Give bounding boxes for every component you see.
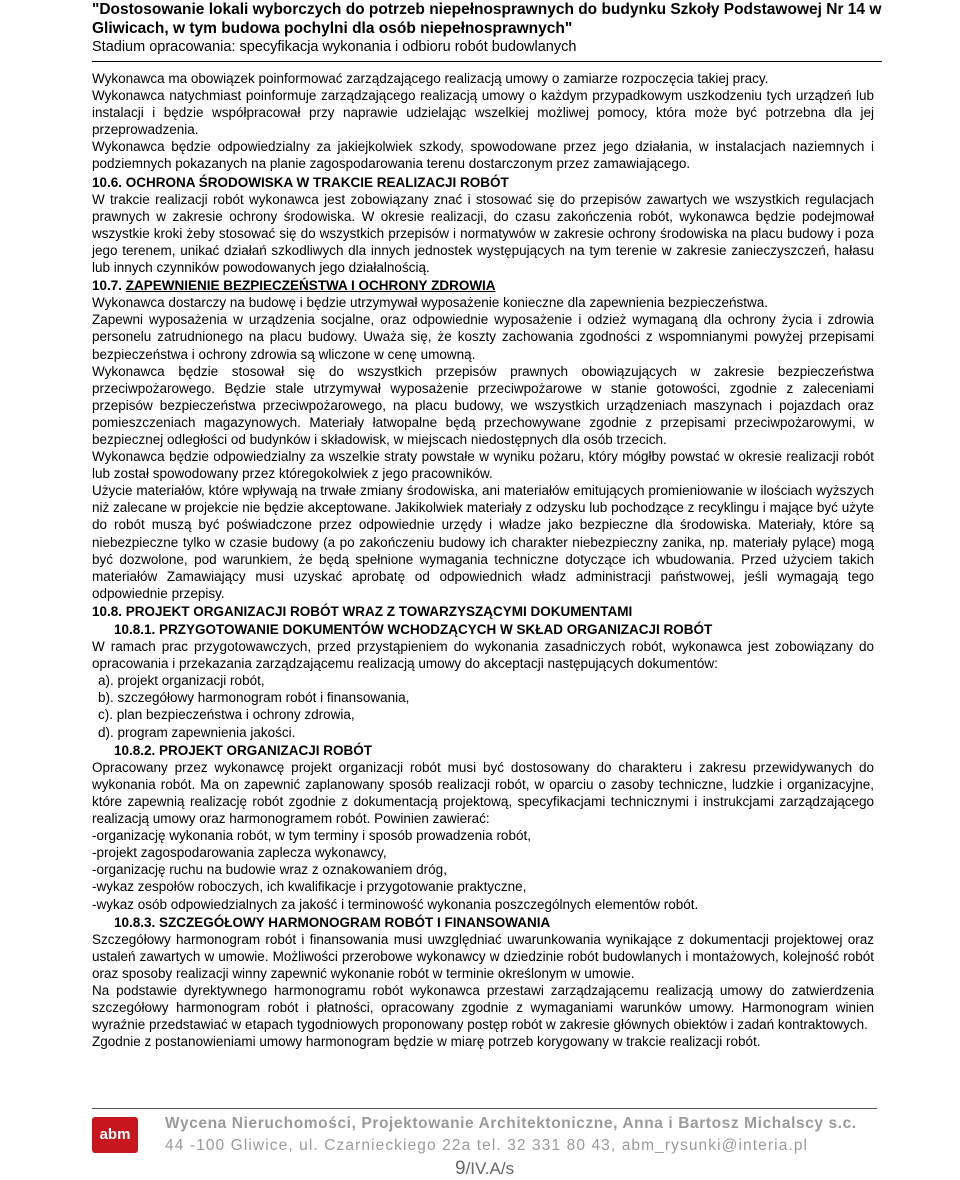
list-item: -organizację ruchu na budowie wraz z oznakowaniem dróg,: [92, 862, 447, 878]
page-number-suffix: /IV.A/s: [465, 1159, 515, 1178]
list-item: a). projekt organizacji robót,: [98, 673, 265, 689]
section-heading-10-7: [92, 277, 874, 294]
section-heading-10-6: 10.6. OCHRONA ŚRODOWISKA W TRAKCIE REALIZACJI ROBÓT: [92, 174, 509, 190]
list-item: -wykaz osób odpowiedzialnych za jakość i terminowość wykonania poszczególnych elementów robót.: [92, 896, 699, 912]
project-contents-list: [92, 827, 874, 912]
subsection-heading-10-8-2: 10.8.2. PROJEKT ORGANIZACJI ROBÓT: [114, 742, 373, 758]
header-title-line-2: Gliwicach, w tym budowa pochylni dla osób niepełnosprawnych": [92, 20, 573, 37]
list-item: -organizację wykonania robót, w tym terminy i sposób prowadzenia robót,: [92, 828, 531, 844]
document-body: [92, 70, 874, 1050]
company-logo: abm: [92, 1117, 138, 1153]
paragraph: Użycie materiałów, które wpływają na trwałe zmiany środowiska, ani materiałów emitujących promieniowanie w ilościach wyższych niż zalecane w projekcie nie będzie akceptowane. Jakikolwiek materiały z odzysku lub pochodzące z recyklingu i mające być użyte do robót muszą być poświadczone przez odpowiednie urzędy i władze jako bezpieczne dla środowiska. Materiały, które są niebezpieczne tylko w czasie budowy (a po zakończeniu budowy ich charakter niebezpieczny zanika, np. materiały pylące) mogą być dozwolone, pod warunkiem, że będą spełnione wymagania techniczne dotyczące ich wbudowania. Przed użyciem takich materiałów Zamawiający musi uzyskać aprobatę od odpowiednich władz administracji państwowej, jeśli wymagają tego odpowiednie przepisy.: [92, 483, 874, 601]
subsection-heading-10-8-1: 10.8.1. PRZYGOTOWANIE DOKUMENTÓW WCHODZĄCYCH W SKŁAD ORGANIZACJI ROBÓT: [114, 622, 713, 637]
list-item: -projekt zagospodarowania zaplecza wykonawcy,: [92, 845, 387, 861]
page-number-value: 9: [455, 1158, 466, 1179]
paragraph: Wykonawca będzie odpowiedzialny za wszelkie straty powstałe w wyniku pożaru, który mógłby powstać w okresie realizacji robót lub został spowodowany przez któregokolwiek z jego pracowników.: [92, 449, 874, 482]
paragraph: Wykonawca będzie stosował się do wszystkich przepisów prawnych obowiązujących w zakresie bezpieczeństwa przeciwpożarowego. Będzie stale utrzymywał wyposażenie przeciwpożarowe w stanie gotowości, zgodnie z zaleceniami przepisów bezpieczeństwa przeciwpożarowego, na placu budowy, we wszystkich urządzeniach maszynach i pojazdach oraz pomieszczeniach magazynowych. Materiały łatwopalne będą przechowywane zgodnie z przepisami przeciwpożarowymi, w bezpiecznej odległości od budynków i składowisk, w miejscach niedostępnych dla osób trzecich.: [92, 363, 874, 447]
page-number: [455, 1158, 514, 1180]
paragraph: W ramach prac przygotowawczych, przed przystąpieniem do wykonania zasadniczych robót, wykonawca jest zobowiązany do opracowania i przekazania zarządzającemu realizacją umowy do akceptacji następujących dokumentów:: [92, 639, 874, 672]
section-number: 10.7.: [92, 278, 123, 294]
paragraph: Wykonawca będzie odpowiedzialny za jakiejkolwiek szkody, spowodowane przez jego działania, w instalacjach naziemnych i podziemnych pokazanych na planie zagospodarowania terenu dostarczonym przez zamawiającego.: [92, 139, 874, 172]
list-item: b). szczegółowy harmonogram robót i finansowania,: [98, 690, 410, 706]
list-item: -wykaz zespołów roboczych, ich kwalifikacje i przygotowanie praktyczne,: [92, 879, 527, 895]
paragraph: Wykonawca dostarczy na budowę i będzie utrzymywał wyposażenie konieczne dla zapewnienia bezpieczeństwa.: [92, 295, 768, 311]
footer-company-name: Wycena Nieruchomości, Projektowanie Architektoniczne, Anna i Bartosz Michalscy s.c.: [165, 1115, 857, 1132]
paragraph: Wykonawca natychmiast poinformuje zarządzającego realizacją umowy o każdym przypadkowym uszkodzeniu tych urządzeń lub instalacji i będzie współpracował przy naprawie udzielając wszelkiej możliwej pomocy, która może być potrzebna dla jej przeprowadzenia.: [92, 88, 874, 138]
header-title-line-1: "Dostosowanie lokali wyborczych do potrzeb niepełnosprawnych do budynku Szkoły Podstawowej Nr 14 w: [92, 1, 882, 18]
document-header: [92, 0, 882, 62]
list-item: d). program zapewnienia jakości.: [98, 724, 296, 740]
paragraph: Wykonawca ma obowiązek poinformować zarządzającego realizacją umowy o zamiarze rozpoczęcia takiej pracy.: [92, 71, 769, 86]
paragraph: Opracowany przez wykonawcę projekt organizacji robót musi być dostosowany do charakteru i zakresu przewidywanych do wykonania robót. Ma on zapewnić zaplanowany sposób realizacji robót, w oparciu o zasoby techniczne, ludzkie i organizacyjne, które zapewnią realizację robót zgodnie z dokumentacją projektową, specyfikacjami technicznymi i instrukcjami zarządzającego realizacją umowy oraz harmonogramem robót. Powinien zawierać:: [92, 759, 874, 827]
paragraph: Zapewni wyposażenia w urządzenia socjalne, oraz odpowiednie wyposażenie i odzież wymaganą dla ochrony życia i zdrowia personelu zatrudnionego na placu budowy. Uważa się, że koszty zachowania zgodności z wspomnianymi powyżej przepisami bezpieczeństwa i ochrony zdrowia są wliczone w cenę umowną.: [92, 312, 874, 362]
footer-address: 44 -100 Gliwice, ul. Czarnieckiego 22a tel. 32 331 80 43, abm_rysunki@interia.pl: [165, 1137, 809, 1154]
document-footer: [92, 1108, 877, 1159]
list-item: c). plan bezpieczeństwa i ochrony zdrowia,: [98, 707, 355, 723]
documents-list: [92, 672, 874, 740]
section-title: ZAPEWNIENIE BEZPIECZEŃSTWA I OCHRONY ZDROWIA: [125, 278, 496, 294]
header-stage-line: Stadium opracowania: specyfikacja wykonania i odbioru robót budowlanych: [92, 39, 577, 55]
subsection-heading-10-8-3: 10.8.3. SZCZEGÓŁOWY HARMONOGRAM ROBÓT I FINANSOWANIA: [114, 914, 551, 930]
paragraph: Zgodnie z postanowieniami umowy harmonogram będzie w miarę potrzeb korygowany w trakcie realizacji robót.: [92, 1034, 761, 1050]
paragraph: W trakcie realizacji robót wykonawca jest zobowiązany znać i stosować się do przepisów zawartych we wszystkich regulacjach prawnych w zakresie ochrony środowiska. W okresie realizacji, do czasu zakończenia robót, wykonawca będzie podejmował wszystkie kroki żeby stosować się do wszystkich przepisów i normatywów w zakresie ochrony środowiska na placu budowy i poza jego terenem, unikać działań szkodliwych dla innych jednostek występujących na tym terenie w zakresie zanieczyszczeń, hałasu lub innych czynników powodowanych jego działalnością.: [92, 191, 874, 276]
paragraph: Na podstawie dyrektywnego harmonogramu robót wykonawca przestawi zarządzającemu realizacją umowy do zatwierdzenia szczegółowy harmonogram robót i płatności, opracowany zgodnie z wymaganiami warunków umowy. Harmonogram winien wyraźnie przedstawiać w etapach tygodniowych proponowany postęp robót w zakresie głównych obiektów i zadań kontraktowych.: [92, 982, 874, 1033]
paragraph: Szczegółowy harmonogram robót i finansowania musi uwzględniać uwarunkowania wynikające z dokumentacji projektowej oraz ustaleń zawartych w umowie. Możliwości przerobowe wykonawcy w dziedzinie robót budowlanych i montażowych, kolejność robót oraz sposoby realizacji winny zapewnić wykonanie robót w terminie określonym w umowie.: [92, 931, 874, 981]
section-heading-10-8: 10.8. PROJEKT ORGANIZACJI ROBÓT WRAZ Z TOWARZYSZĄCYMI DOKUMENTAMI: [92, 603, 633, 619]
